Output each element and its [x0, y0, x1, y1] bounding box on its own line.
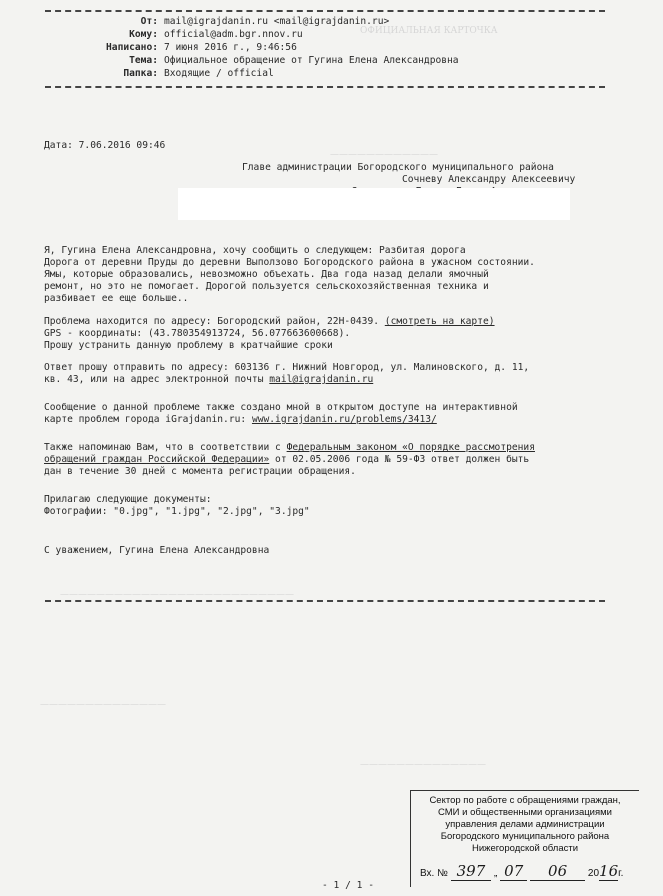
- request-line: Прошу устранить данную проблему в кратчайшие сроки: [44, 340, 333, 351]
- from-label: От:: [140, 16, 158, 27]
- law-line-2: [44, 454, 529, 466]
- attachments-heading: Прилагаю следующие документы:: [44, 494, 212, 505]
- reg-year-prefix: 20: [587, 868, 600, 879]
- show-through-text: ————————————: [330, 150, 438, 160]
- page-number: - 1 / 1 -: [322, 880, 374, 891]
- to-value: official@adm.bgr.nnov.ru: [164, 29, 303, 40]
- header-to: [0, 29, 320, 41]
- folder-label: Папка:: [123, 68, 158, 79]
- letter-date: Дата: 7.06.2016 09:46: [44, 140, 166, 151]
- body-line-2: Дорога от деревни Пруды до деревни Выползово Богородского района в ужасном состоянии.: [44, 257, 535, 268]
- reg-year: 16: [599, 862, 619, 880]
- letter-divider-bottom: [45, 600, 605, 602]
- addressee-line-2: Сочневу Александру Алексеевичу: [402, 174, 576, 185]
- gps-line: GPS - координаты: (43.780354913724, 56.077663600668).: [44, 328, 351, 339]
- stamp-registration-line: Вх. № 397 „ 07 06 2016г.: [420, 862, 624, 880]
- body-line-3: Ямы, которые образовались, невозможно объехать. Два года назад делали ямочный: [44, 269, 489, 280]
- stamp-line-4: Богородского муниципального района: [440, 831, 610, 842]
- law-suffix: от 02.05.2006 года № 59-ФЗ ответ должен быть: [269, 454, 530, 465]
- reg-number: 397: [451, 862, 492, 881]
- attachments-list: Фотографии: "0.jpg", "1.jpg", "2.jpg", "3.jpg": [44, 506, 310, 517]
- body-line-1: Я, Гугина Елена Александровна, хочу сообщить о следующем: Разбитая дорога: [44, 245, 466, 256]
- law-link-part-1[interactable]: Федеральным законом «О порядке рассмотрения: [286, 442, 535, 453]
- body-line-4: ремонт, но это не помогает. Дорогой пользуется сельскохозяйственная техника и: [44, 281, 489, 292]
- stamp-line-1: Сектор по работе с обращениями граждан,: [429, 795, 621, 806]
- header-subject: [0, 55, 459, 67]
- law-link-part-2[interactable]: обращений граждан Российской Федерации»: [44, 454, 270, 465]
- header-folder: [0, 68, 320, 80]
- folder-value: Входящие / official: [164, 68, 274, 79]
- subject-value: Официальное обращение от Гугина Елена Александровна: [164, 55, 459, 66]
- subject-label: Тема:: [129, 55, 158, 66]
- to-label: Кому:: [129, 29, 158, 40]
- show-through-text: ——————————————: [40, 700, 166, 710]
- from-value: mail@igrajdanin.ru <mail@igrajdanin.ru>: [164, 16, 390, 27]
- header-divider-bottom: [45, 86, 605, 88]
- law-prefix: Также напоминаю Вам, что в соответствии с: [44, 442, 281, 453]
- reg-month: 06: [530, 862, 585, 881]
- body-line-5: разбивает ее еще больше..: [44, 293, 189, 304]
- reg-prefix: Вх. №: [420, 868, 448, 879]
- show-through-text: ——————————————————————————: [60, 590, 294, 600]
- stamp-line-3: управления делами администрации: [445, 819, 605, 830]
- law-line-1: [44, 442, 535, 454]
- problem-address-line: [44, 316, 495, 328]
- reply-prefix: кв. 43, или на адрес электронной почты: [44, 374, 264, 385]
- public-line-2: [44, 414, 437, 426]
- header-divider-top: [45, 10, 605, 12]
- problem-address: Проблема находится по адресу: Богородский район, 22Н-0439.: [44, 316, 380, 327]
- addressee-line-1: Главе администрации Богородского муниципального района: [242, 162, 554, 173]
- reply-email-link[interactable]: mail@igrajdanin.ru: [269, 374, 374, 385]
- closing-line: С уважением, Гугина Елена Александровна: [44, 545, 270, 556]
- map-link[interactable]: (смотреть на карте): [384, 316, 495, 327]
- reply-line-2: [44, 374, 373, 386]
- reg-year-suffix: г.: [618, 868, 624, 879]
- reply-line-1: Ответ прошу отправить по адресу: 603136 г. Нижний Новгород, ул. Малиновского, д. 11,: [44, 362, 530, 373]
- public-line-1: Сообщение о данной проблеме также создано мной в открытом доступе на интерактивной: [44, 402, 518, 413]
- stamp-line-5: Нижегородской области: [471, 843, 579, 854]
- show-through-text: ОФИЦИАЛЬНАЯ КАРТОЧКА: [360, 26, 498, 36]
- header-from: [0, 16, 390, 28]
- public-prefix: карте проблем города iGrajdanin.ru:: [44, 414, 247, 425]
- written-value: 7 июня 2016 г., 9:46:56: [164, 42, 297, 53]
- written-label: Написано:: [106, 42, 158, 53]
- law-line-3: дан в течение 30 дней с момента регистрации обращения.: [44, 466, 356, 477]
- show-through-text: ——————————————: [360, 760, 486, 770]
- header-written: [0, 42, 320, 54]
- problem-page-link[interactable]: www.igrajdanin.ru/problems/3413/: [251, 414, 437, 425]
- redaction-box: [178, 188, 570, 220]
- reg-day: 07: [500, 862, 527, 881]
- stamp-line-2: СМИ и общественными организациями: [438, 807, 612, 818]
